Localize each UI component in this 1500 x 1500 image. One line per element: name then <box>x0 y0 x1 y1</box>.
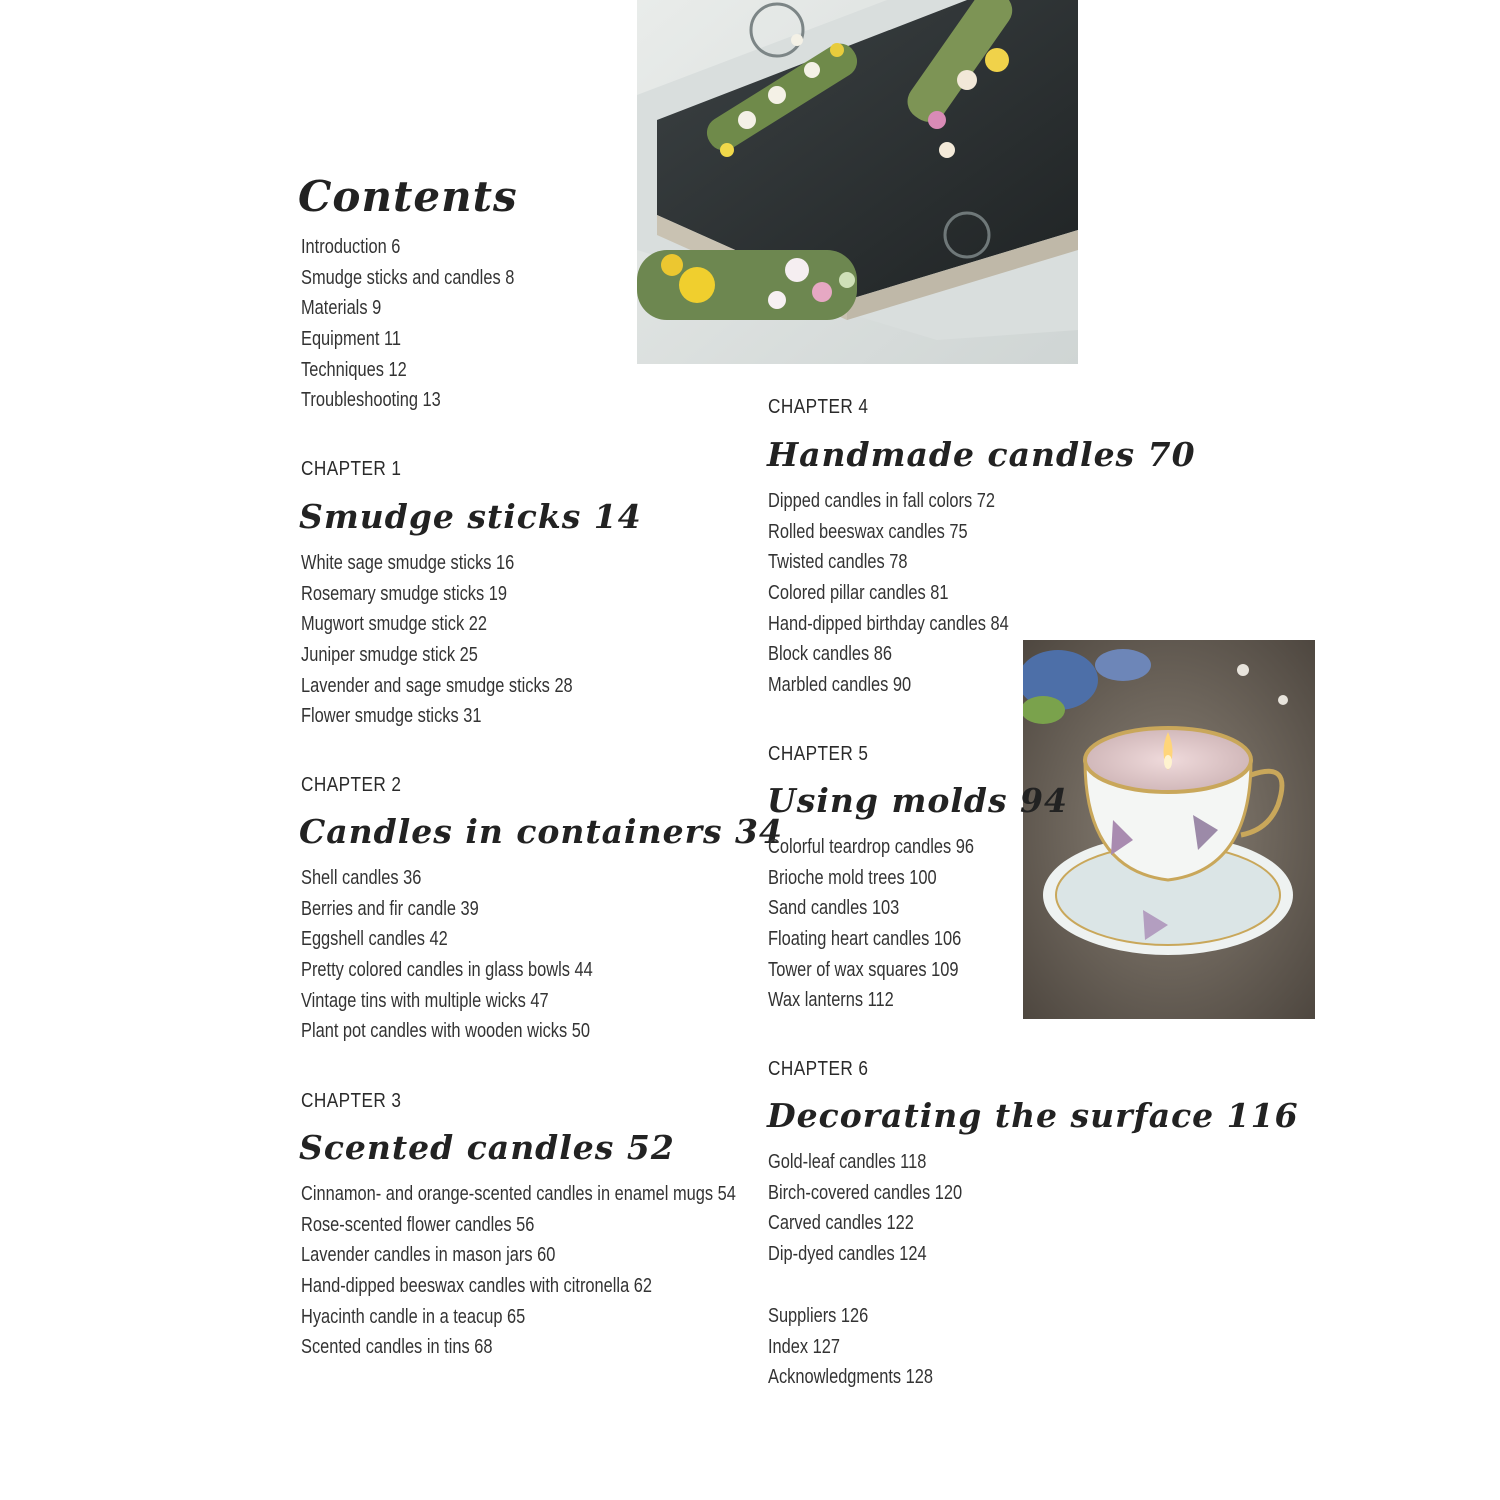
chapter-5-list <box>768 832 1019 1016</box>
list-item: Colored pillar candles 81 <box>768 582 949 605</box>
list-item: Acknowledgments 128 <box>768 1366 934 1389</box>
chapter-6-label: CHAPTER 6 <box>768 1058 869 1080</box>
list-item: Brioche mold trees 100 <box>768 866 937 889</box>
list-item: Carved candles 122 <box>768 1212 914 1235</box>
chapter-6-list <box>768 1147 1005 1270</box>
smudge-sticks-photo <box>637 0 1078 364</box>
list-item: Hyacinth candle in a teacup 65 <box>301 1305 526 1328</box>
list-item: Hand-dipped beeswax candles with citronella 62 <box>301 1275 652 1298</box>
teacup-candle-photo <box>1023 640 1315 1019</box>
list-item: Shell candles 36 <box>301 867 422 889</box>
list-item: Colorful teardrop candles 96 <box>768 836 975 858</box>
chapter-3-title: Scented candles 52 <box>299 1128 675 1167</box>
list-item: Gold-leaf candles 118 <box>768 1151 927 1173</box>
list-item: Scented candles in tins 68 <box>301 1336 493 1359</box>
chapter-1-label: CHAPTER 1 <box>301 458 402 480</box>
chapter-4-label: CHAPTER 4 <box>768 396 869 418</box>
list-item: Vintage tins with multiple wicks 47 <box>301 989 549 1012</box>
list-item: Marbled candles 90 <box>768 674 912 697</box>
list-item: Berries and fir candle 39 <box>301 897 479 920</box>
smudge-sticks-illustration <box>637 0 1078 364</box>
chapter-3-list <box>301 1179 831 1363</box>
list-item: Lavender and sage smudge sticks 28 <box>301 674 573 697</box>
chapter-2-title: Candles in containers 34 <box>299 812 783 851</box>
chapter-1-title: Smudge sticks 14 <box>299 497 642 536</box>
list-item: Sand candles 103 <box>768 897 900 920</box>
list-item: Block candles 86 <box>768 643 892 666</box>
list-item: Techniques 12 <box>301 358 407 381</box>
contents-list <box>301 232 561 416</box>
chapter-4-title: Handmade candles 70 <box>767 435 1196 474</box>
list-item: Suppliers 126 <box>768 1305 869 1327</box>
chapter-2-list <box>301 863 657 1047</box>
list-item: White sage smudge sticks 16 <box>301 552 515 574</box>
chapter-5-label: CHAPTER 5 <box>768 743 869 765</box>
list-item: Floating heart candles 106 <box>768 928 962 951</box>
chapter-3-label: CHAPTER 3 <box>301 1090 402 1112</box>
list-item: Smudge sticks and candles 8 <box>301 266 515 289</box>
list-item: Wax lanterns 112 <box>768 989 894 1012</box>
list-item: Juniper smudge stick 25 <box>301 644 478 667</box>
chapter-6-title: Decorating the surface 116 <box>767 1096 1299 1135</box>
list-item: Index 127 <box>768 1335 841 1358</box>
list-item: Dipped candles in fall colors 72 <box>768 490 995 512</box>
list-item: Materials 9 <box>301 297 382 320</box>
list-item: Twisted candles 78 <box>768 551 908 574</box>
list-item: Lavender candles in mason jars 60 <box>301 1244 556 1267</box>
list-item: Troubleshooting 13 <box>301 389 441 412</box>
list-item: Hand-dipped birthday candles 84 <box>768 612 1009 635</box>
chapter-1-list <box>301 548 632 732</box>
back-matter-list <box>768 1301 969 1393</box>
list-item: Rose-scented flower candles 56 <box>301 1213 535 1236</box>
chapter-2-label: CHAPTER 2 <box>301 774 402 796</box>
list-item: Flower smudge sticks 31 <box>301 705 482 728</box>
list-item: Plant pot candles with wooden wicks 50 <box>301 1020 590 1043</box>
chapter-4-list <box>768 486 1062 701</box>
list-item: Cinnamon- and orange-scented candles in enamel mugs 54 <box>301 1183 736 1205</box>
list-item: Birch-covered candles 120 <box>768 1181 963 1204</box>
list-item: Tower of wax squares 109 <box>768 958 959 981</box>
list-item: Pretty colored candles in glass bowls 44 <box>301 959 593 982</box>
list-item: Eggshell candles 42 <box>301 928 448 951</box>
list-item: Rosemary smudge sticks 19 <box>301 582 507 605</box>
page-title: Contents <box>298 172 518 221</box>
chapter-5-title: Using molds 94 <box>767 781 1068 820</box>
teacup-candle-illustration <box>1023 640 1315 1019</box>
list-item: Equipment 11 <box>301 328 401 351</box>
list-item: Dip-dyed candles 124 <box>768 1243 927 1266</box>
list-item: Rolled beeswax candles 75 <box>768 520 968 543</box>
list-item: Mugwort smudge stick 22 <box>301 613 487 636</box>
list-item: Introduction 6 <box>301 236 401 258</box>
